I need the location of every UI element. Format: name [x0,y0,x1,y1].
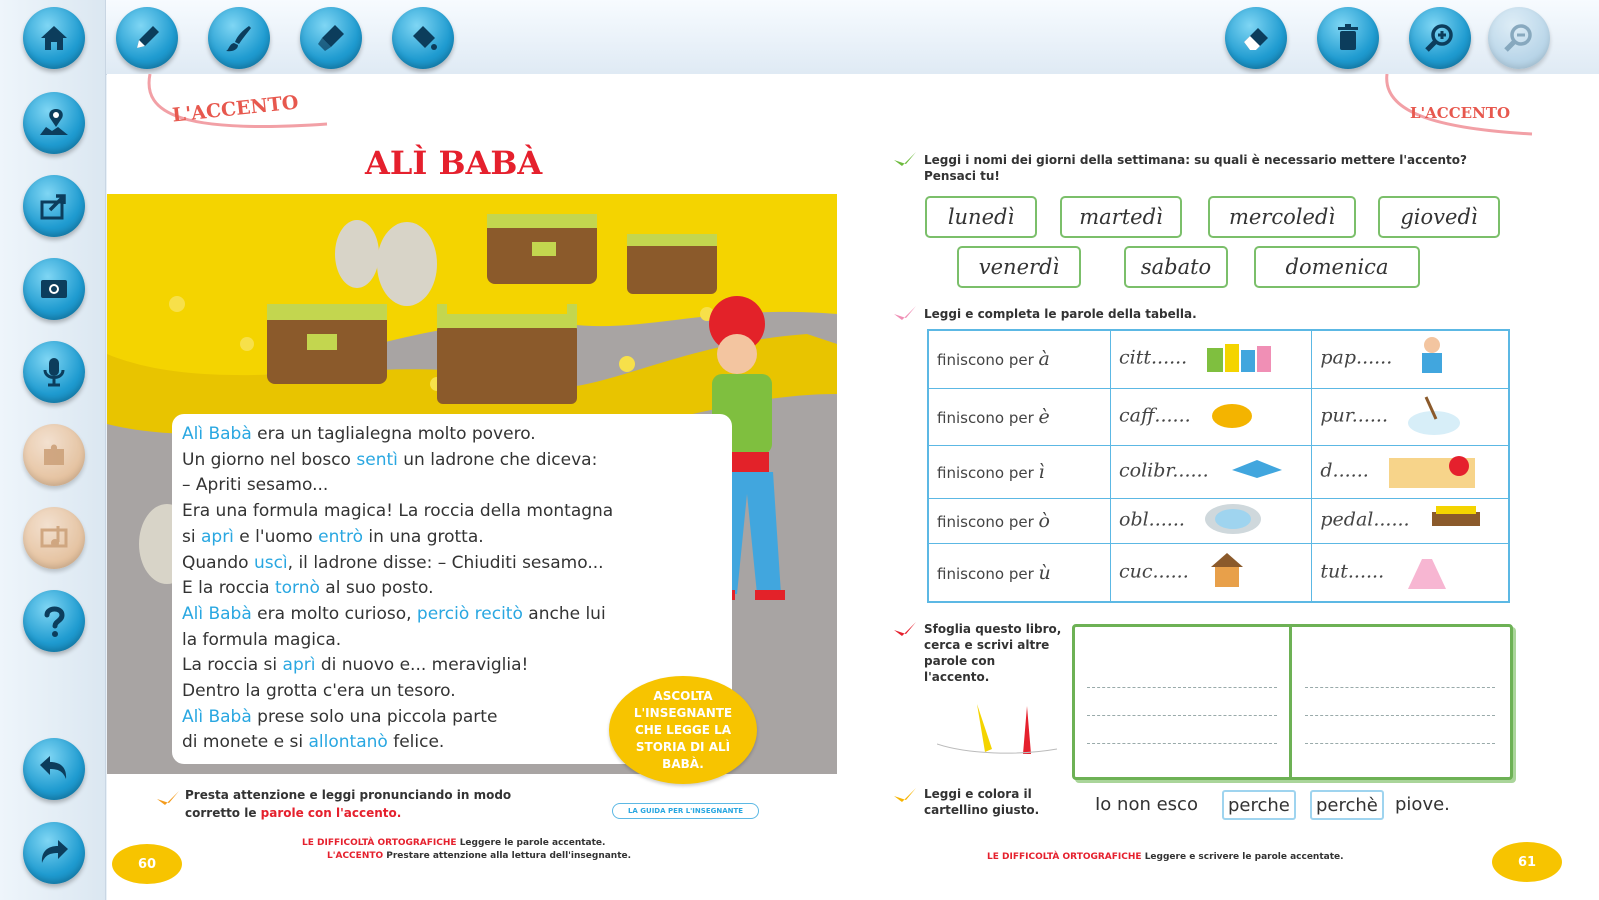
table-row [928,498,1509,544]
day-card[interactable]: sabato [1124,246,1228,288]
home-icon [36,20,72,56]
story-line: Era una formula magica! La roccia della montagna [182,501,614,522]
table-row [928,544,1509,602]
music-icon [36,520,72,556]
highlighter-icon [313,20,349,56]
redo-button[interactable] [23,822,85,884]
story-line: la formula magica. [182,629,342,650]
pencil-icon [129,20,165,56]
day-card[interactable]: mercoledì [1208,196,1356,238]
highlighter-button[interactable] [300,7,362,69]
red-check-icon [892,620,918,638]
exercise-3-instruction: Sfoglia questo libro, cerca e scrivi altre parole con l'accento. [924,622,1062,684]
exercise-1-instruction: Leggi i nomi dei giorni della settimana: su quali è necessario mettere l'accento? Pensaci tu! [924,153,1467,183]
export-icon [36,188,72,224]
story-line: La roccia si aprì di nuovo e... meraviglia! [182,655,529,676]
pencils-illustration [937,694,1062,764]
word-cell[interactable]: pur...... [1312,388,1509,445]
eraser-button[interactable] [1225,7,1287,69]
story-line: Alì Babà prese solo una piccola parte [182,706,498,727]
help-button[interactable] [23,590,85,652]
story-line: E la roccia tornò al suo posto. [182,578,434,599]
brush-button[interactable] [208,7,270,69]
export-button[interactable] [23,175,85,237]
word-illustration [1203,502,1263,540]
yellow-check-icon [892,786,918,804]
day-card[interactable]: martedì [1060,196,1182,238]
puzzle-icon [36,437,72,473]
zoom-out-button[interactable] [1488,7,1550,69]
orange-check-icon [155,789,181,807]
photo-icon [36,271,72,307]
pencil-button[interactable] [116,7,178,69]
photo-button[interactable] [23,258,85,320]
page-number-left: 60 [112,844,182,884]
choice-card-perche-accent[interactable]: perchè [1310,790,1384,820]
sentence-end: piove. [1395,794,1450,815]
table-row [928,330,1509,388]
word-illustration [1227,450,1287,494]
word-illustration [1207,549,1247,597]
row-label: finiscono per ò [928,498,1111,544]
page-title: ALÌ BABÀ [365,144,543,182]
right-page [862,74,1599,900]
pink-check-icon [892,304,918,322]
redo-icon [36,835,72,871]
eraser-icon [1238,20,1274,56]
page-number-right: 61 [1492,842,1562,882]
undo-button[interactable] [23,738,85,800]
word-illustration [1209,398,1255,436]
word-cell[interactable]: pap...... [1312,330,1509,388]
chest-1 [267,304,387,384]
word-cell[interactable]: pedal...... [1312,498,1509,544]
word-cell[interactable]: caff...... [1111,388,1312,445]
instruction-line-2: corretto le parole con l'accento. [185,806,402,820]
green-check-icon [892,150,918,170]
home-button[interactable] [23,7,85,69]
music-button[interactable] [23,507,85,569]
trash-button[interactable] [1317,7,1379,69]
row-label: finiscono per è [928,388,1111,445]
word-illustration [1410,335,1454,383]
story-line: Quando uscì, il ladrone disse: – Chiuditi sesamo... [182,552,604,573]
microphone-icon [36,354,72,390]
story-line: Dentro la grotta c'era un tesoro. [182,681,456,702]
help-icon [36,603,72,639]
row-label: finiscono per à [928,330,1111,388]
brush-icon [221,20,257,56]
choice-card-perche[interactable]: perche [1222,790,1296,820]
section-tag: L'ACCENTO [171,91,300,127]
story-line: Alì Babà era molto curioso, perciò recitò anche lui [182,603,606,624]
word-cell[interactable]: colibr...... [1111,445,1312,498]
microphone-button[interactable] [23,341,85,403]
table-row [928,445,1509,498]
paint-bucket-icon [405,20,441,56]
zoom-in-button[interactable] [1409,7,1471,69]
day-card[interactable]: lunedì [925,196,1037,238]
puzzle-button[interactable] [23,424,85,486]
story-line: si aprì e l'uomo entrò in una grotta. [182,526,484,547]
notebook-writing-area[interactable] [1072,624,1513,780]
day-card[interactable]: domenica [1254,246,1420,288]
footer-line-2: L'ACCENTO Prestare attenzione alla lettura dell'insegnante. [327,851,632,861]
table-row [928,388,1509,445]
word-cell[interactable]: citt...... [1111,330,1312,388]
teacher-guide-link[interactable]: LA GUIDA PER L'INSEGNANTE [612,803,759,819]
day-card[interactable]: venerdì [957,246,1081,288]
word-illustration [1402,549,1452,597]
word-cell[interactable]: obl...... [1111,498,1312,544]
instruction-line-1: Presta attenzione e leggi pronunciando in modo [185,788,512,802]
word-illustration [1205,340,1285,378]
map-pin-button[interactable] [23,92,85,154]
undo-icon [36,751,72,787]
row-label: finiscono per ù [928,544,1111,602]
exercise-2-instruction: Leggi e completa le parole della tabella. [924,307,1197,321]
zoom-out-icon [1501,20,1537,56]
listen-badge[interactable]: ASCOLTA L'INSEGNANTE CHE LEGGE LA STORIA DI ALÌ BABÀ. [609,676,757,784]
trash-icon [1330,20,1366,56]
story-line: Un giorno nel bosco sentì un ladrone che diceva: [182,449,598,470]
zoom-in-icon [1422,20,1458,56]
footer-line: LE DIFFICOLTÀ ORTOGRAFICHE Leggere e scrivere le parole accentate. [987,852,1344,862]
word-illustration [1428,502,1484,540]
word-illustration [1406,393,1462,441]
word-illustration [1387,450,1477,494]
word-cell[interactable]: d...... [1312,445,1509,498]
story-line: di monete e si allontanò felice. [182,732,445,753]
row-label: finiscono per ì [928,445,1111,498]
paint-bucket-button[interactable] [392,7,454,69]
word-cell[interactable]: cuc...... [1111,544,1312,602]
day-card[interactable]: giovedì [1378,196,1500,238]
story-line: Alì Babà era un taglialegna molto povero. [182,424,536,444]
left-page [107,74,862,900]
story-line: – Apriti sesamo... [182,475,329,496]
completion-table [927,329,1510,603]
footer-line-1: LE DIFFICOLTÀ ORTOGRAFICHE Leggere le parole accentate. [302,838,606,848]
word-cell[interactable]: tut...... [1312,544,1509,602]
sentence-start: Io non esco [1095,794,1198,815]
section-tag: L'ACCENTO [1410,104,1511,122]
map-pin-icon [36,105,72,141]
exercise-4-instruction: Leggi e colora il cartellino giusto. [924,787,1040,817]
